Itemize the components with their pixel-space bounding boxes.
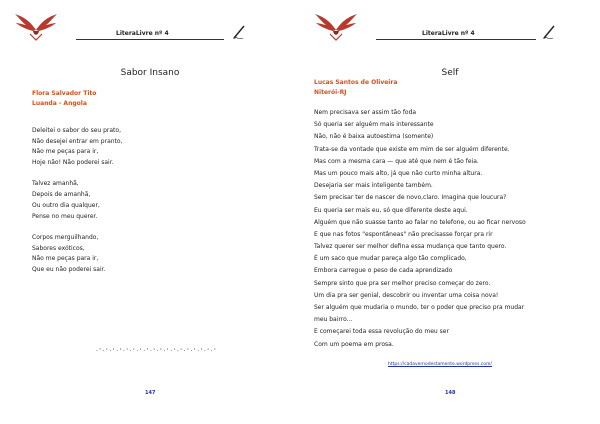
verse-line: Sempre sinto que pra ser melhor preciso começar do zero.	[314, 279, 491, 287]
verse-line: Ou outro dia qualquer,	[32, 201, 100, 209]
verse-line: Trata-se da vontade que existe em mim de ser alguém diferente.	[314, 145, 510, 153]
poem-body	[314, 107, 526, 351]
verse-line: Deleitei o sabor do seu prato,	[32, 127, 121, 134]
source-link[interactable]: https://cadavernodestamente.wordpress.com/	[388, 362, 492, 367]
verse-line: Eu queria ser mais eu, só que diferente deste aqui.	[314, 206, 468, 214]
verse-line: Sabores exóticos,	[32, 244, 85, 252]
verse-line: E que nas fotos "espontâneas" não precisasse forçar pra rir	[314, 230, 493, 238]
verse-line: Com um poema em prosa.	[314, 340, 394, 348]
page-number: 147	[145, 390, 156, 396]
verse-line: Talvez querer ser melhor defina essa mudança que tanto quero.	[314, 243, 507, 251]
verse-line: Que eu não poderei sair.	[32, 265, 106, 273]
verse-line: Hoje não! Não poderei sair.	[32, 159, 114, 167]
verse-line: Mas um pouco mais alto, já que não curto minha altura.	[314, 169, 483, 177]
verse-line: Um dia pra ser genial, descobrir ou inventar uma coisa nova!	[314, 291, 499, 299]
verse-line: Ser alguém que mudaria o mundo, ter o poder que preciso pra mudar	[314, 304, 525, 311]
header-rule	[76, 39, 224, 40]
quill-pen-icon	[542, 24, 556, 40]
verse-line: Só queria ser alguém mais interessante	[314, 121, 434, 129]
verse-line: Nem precisava ser assim tão foda	[314, 109, 417, 116]
header-title: LiteraLivre nº 4	[116, 30, 169, 37]
verse-line: Pense no meu querer.	[32, 212, 98, 220]
winged-logo-icon	[14, 10, 58, 42]
verse-line: Não, não é baixa autoestima (somente)	[314, 133, 434, 141]
verse-line: Não me peças para ir,	[32, 148, 99, 156]
poem-title: Self	[441, 68, 459, 78]
verse-line: Embora carregue o peso de cada aprendizado	[314, 267, 453, 275]
verse-line: Talvez amanhã,	[32, 180, 79, 188]
verse-line: Sem precisar ter de nascer de novo,claro. Imagina que loucura?	[314, 194, 507, 202]
header-title: LiteraLivre nº 4	[422, 30, 475, 37]
verse-line: Depois de amanhã,	[32, 191, 91, 199]
author-location: Niterói-RJ	[314, 89, 347, 96]
verse-line: Não desejei entrar em pranto,	[32, 137, 123, 145]
verse-line: Corpos merguilhando,	[32, 233, 99, 241]
poem-title: Sabor Insano	[120, 68, 180, 78]
header-rule	[376, 39, 536, 40]
verse-line: Não me peças para ir,	[32, 255, 99, 263]
author-location: Luanda - Angola	[32, 100, 87, 107]
right-page	[300, 0, 600, 424]
author-name: Lucas Santos de Oliveira	[314, 79, 398, 86]
quill-pen-icon	[232, 24, 246, 40]
verse-line: meu bairro...	[314, 316, 353, 324]
page-number: 148	[445, 390, 456, 396]
winged-logo-icon	[314, 10, 358, 42]
verse-line: Mas com a mesma cara — que até que nem é tão feia.	[314, 157, 479, 165]
verse-line: E começarei toda essa revolução do meu ser	[314, 328, 449, 336]
verse-line: Desejaria ser mais inteligente também.	[314, 182, 433, 190]
verse-line: É um saco que mudar pareça algo tão complicado,	[314, 255, 467, 263]
poem-body	[32, 126, 123, 276]
author-name: Flora Salvador Tito	[32, 90, 97, 97]
ornament-divider: ·ʿ·ʿ·ʿ·ʿ·ʿ·ʿ·ʿ·ʿ·ʿ·ʿ·ʿ·ʿ·ʿ·ʿ·ʿ·ʿ·ʿ·ʿ	[96, 348, 218, 355]
verse-line: Alguém que não suasse tanto ao falar no telefone, ou ao ficar nervoso	[314, 218, 526, 226]
